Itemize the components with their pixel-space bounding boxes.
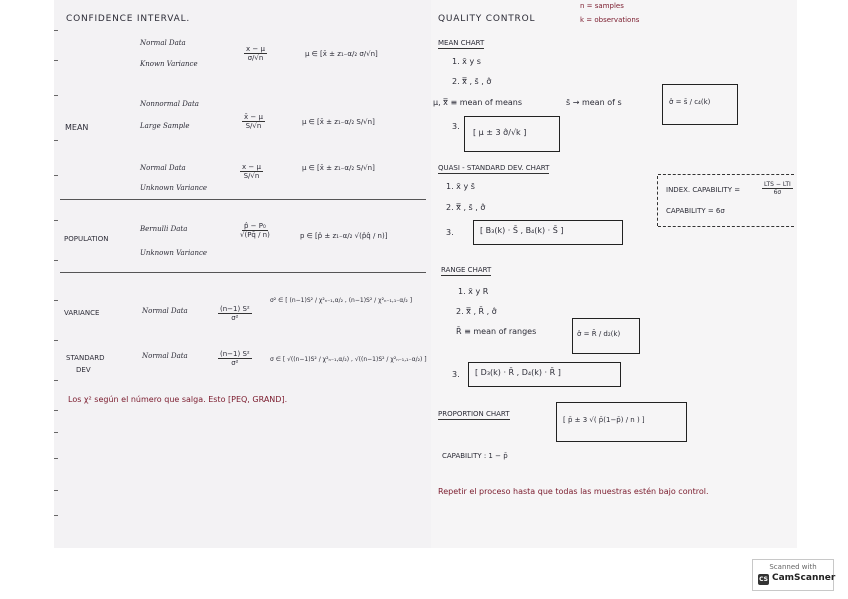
legend-samples: n = samples xyxy=(580,2,624,10)
mean-row1-statistic xyxy=(244,45,267,62)
fraction-denominator: 6σ xyxy=(773,189,782,196)
camscanner-badge xyxy=(752,559,834,591)
variance-label: VARIANCE xyxy=(64,309,100,317)
variance-interval: σ² ∈ [ (n−1)S² / χ²ₙ₋₁,α/₂ , (n−1)S² / χ²ₙ₋₁,₁₋α/₂ ] xyxy=(270,297,413,304)
range-chart-step1: 1. x̄ y R xyxy=(458,287,489,296)
range-chart-step3-number: 3. xyxy=(452,370,460,379)
margin-tick xyxy=(54,260,58,261)
std-statistic xyxy=(218,350,252,367)
fraction-numerator: (n−1) S² xyxy=(220,350,250,358)
fraction-denominator: S/√n xyxy=(245,122,262,130)
margin-tick xyxy=(54,60,58,61)
quasi-std-heading: QUASI - STANDARD DEV. CHART xyxy=(438,164,550,172)
mean-limits-box xyxy=(464,116,560,152)
std-interval: σ ∈ [ √((n−1)S² / χ²ₙ₋₁,α/₂) , √((n−1)S² / χ²ₙ₋₁,₁₋α/₂) ] xyxy=(270,356,427,363)
mean-label: MEAN xyxy=(65,123,89,132)
fraction-numerator: x − μ xyxy=(242,163,261,171)
proportion-chart-heading: PROPORTION CHART xyxy=(438,410,510,418)
mean-sigma-formula: σ̂ = s̄ / c₄(k) xyxy=(669,98,711,106)
mean-row2-interval: μ ∈ [x̄ ± z₁₋α/₂ S/√n] xyxy=(302,118,375,126)
dashed-border-top xyxy=(658,174,794,175)
fraction-numerator: x̄ − μ xyxy=(244,113,263,121)
population-variance: Unknown Variance xyxy=(140,249,208,257)
std-label-line2: DEV xyxy=(76,366,91,374)
quality-control-title: QUALITY CONTROL xyxy=(438,14,536,24)
mean-row2-statistic xyxy=(242,113,265,130)
mean-sigma-formula-box xyxy=(662,84,738,125)
quasi-std-step1: 1. x̄ y s̄ xyxy=(446,182,475,191)
fraction-denominator: S/√n xyxy=(243,172,260,180)
range-limits-box xyxy=(468,362,621,387)
range-sigma-formula: σ̂ = R̄ / d₂(k) xyxy=(577,330,621,338)
mean-chart-step2: 2. x̿ , s̄ , σ̂ xyxy=(452,77,492,86)
page-title: CONFIDENCE INTERVAL. xyxy=(66,14,191,24)
mean-chart-heading: MEAN CHART xyxy=(438,39,485,47)
mean-row3-interval: μ ∈ [x̄ ± z₁₋α/₂ S/√n] xyxy=(302,164,375,172)
dashed-border-bottom xyxy=(658,226,794,227)
margin-tick xyxy=(54,410,58,411)
fraction-denominator: √(P̄q̄ / n) xyxy=(240,231,270,239)
mean-row3-data: Normal Data xyxy=(140,164,186,172)
range-limits-formula: [ D₃(k) · R̄ , D₄(k) · R̄ ] xyxy=(475,368,561,377)
mean-row1-data: Normal Data xyxy=(140,39,186,47)
mean-chart-step3-number: 3. xyxy=(452,122,460,131)
chi-square-note: Los χ² según el número que salga. Esto [PEQ, GRAND]. xyxy=(68,395,288,404)
fraction-numerator: LTS − LTI xyxy=(764,181,791,188)
badge-caption: Scanned with xyxy=(769,563,817,571)
mean-row2-data: Nonnormal Data xyxy=(140,100,199,108)
population-label: POPULATION xyxy=(64,235,109,243)
index-capability-fraction xyxy=(762,181,793,196)
fraction-numerator: (n−1) S² xyxy=(220,305,250,313)
std-label-line1: STANDARD xyxy=(66,354,105,362)
fraction-denominator: σ² xyxy=(231,359,239,367)
std-data: Normal Data xyxy=(142,352,188,360)
margin-tick xyxy=(54,515,58,516)
quasi-std-limits-formula: [ B₃(k) · S̄ , B₄(k) · S̄ ] xyxy=(480,226,564,235)
margin-tick xyxy=(54,140,58,141)
capability-6sigma: CAPABILITY = 6σ xyxy=(666,207,725,215)
population-interval: p ∈ [p̂ ± z₁₋α/₂ √(p̂q̂ / n)] xyxy=(300,232,388,240)
margin-tick xyxy=(54,432,58,433)
fraction-numerator: p̂ − P₀ xyxy=(244,222,266,230)
mean-row3-statistic xyxy=(240,163,263,180)
range-chart-desc: R̄ ≡ mean of ranges xyxy=(456,327,537,336)
left-page xyxy=(54,0,431,548)
quasi-std-step2: 2. x̿ , s̄ , σ̂ xyxy=(446,203,486,212)
dashed-border-left xyxy=(657,176,658,226)
range-sigma-formula-box xyxy=(572,318,640,354)
population-data: Bernulli Data xyxy=(140,225,188,233)
population-statistic xyxy=(238,222,272,239)
mean-row3-variance: Unknown Variance xyxy=(140,184,208,192)
margin-tick xyxy=(54,340,58,341)
mean-row2-variance: Large Sample xyxy=(140,122,190,130)
fraction-denominator: σ² xyxy=(231,314,239,322)
margin-tick xyxy=(54,300,58,301)
margin-tick xyxy=(54,380,58,381)
mean-chart-desc2: s̄ → mean of s xyxy=(566,98,622,107)
margin-tick xyxy=(54,220,58,221)
section-divider xyxy=(60,272,426,273)
margin-tick xyxy=(54,175,58,176)
range-chart-step2: 2. x̿ , R̄ , σ̂ xyxy=(456,307,497,316)
mean-chart-desc: μ, x̿ ≡ mean of means xyxy=(433,98,523,107)
quasi-std-limits-box xyxy=(473,220,623,245)
margin-tick xyxy=(54,458,58,459)
capability-proportion: CAPABILITY : 1 − p̄ xyxy=(442,452,508,460)
variance-data: Normal Data xyxy=(142,307,188,315)
margin-tick xyxy=(54,490,58,491)
section-divider xyxy=(60,199,426,200)
camscanner-logo-icon: CS xyxy=(759,576,768,583)
proportion-formula: [ p̄ ± 3 √( p̄(1−p̄) / n ) ] xyxy=(563,416,645,424)
mean-row1-variance: Known Variance xyxy=(140,60,198,68)
fraction-denominator: σ/√n xyxy=(247,54,264,62)
quasi-std-step3-number: 3. xyxy=(446,228,454,237)
mean-limits-formula: [ μ ± 3 σ̂/√k ] xyxy=(473,128,527,137)
margin-tick xyxy=(54,95,58,96)
badge-brand: CamScanner xyxy=(772,573,836,583)
mean-chart-step1: 1. x̄ y s xyxy=(452,57,481,66)
repeat-process-note: Repetir el proceso hasta que todas las muestras estén bajo control. xyxy=(438,487,709,496)
proportion-formula-box xyxy=(556,402,687,442)
index-capability-label: INDEX. CAPABILITY = xyxy=(666,186,741,194)
variance-statistic xyxy=(218,305,252,322)
range-chart-heading: RANGE CHART xyxy=(441,266,492,274)
margin-tick xyxy=(54,30,58,31)
fraction-numerator: x − μ xyxy=(246,45,265,53)
mean-row1-interval: μ ∈ [x̄ ± z₁₋α/₂ σ/√n] xyxy=(305,50,378,58)
legend-observations: k = observations xyxy=(580,16,640,24)
